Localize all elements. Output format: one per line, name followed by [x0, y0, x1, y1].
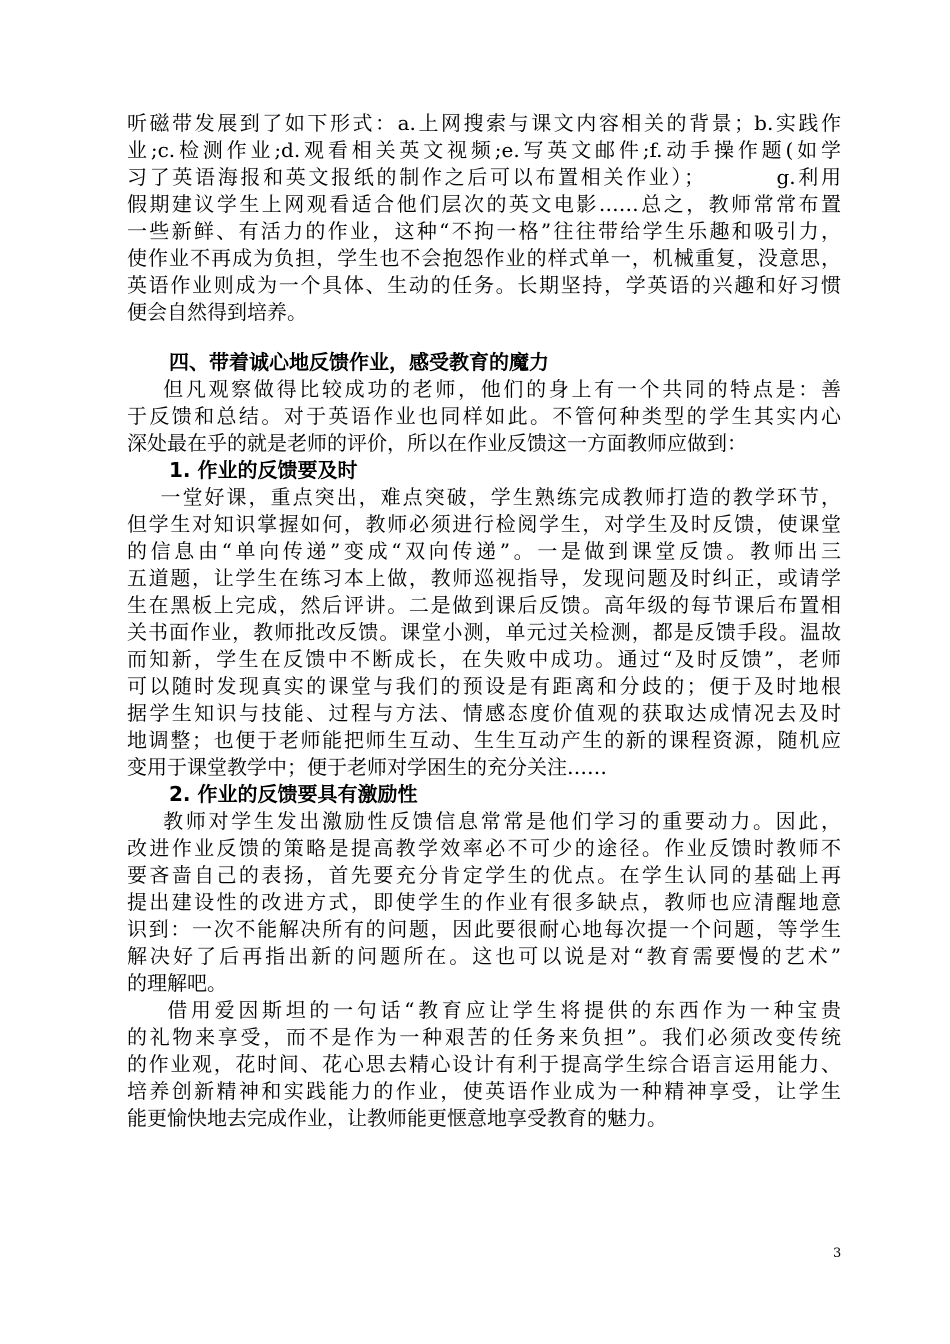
text-line: 于反馈和总结。对于英语作业也同样如此。不管何种类型的学生其实内心 — [127, 404, 841, 428]
text-line: 的信息由“单向传递”变成“双向传递”。一是做到课堂反馈。教师出三 — [127, 539, 841, 563]
text-line: 假期建议学生上网观看适合他们层次的英文电影……总之，教师常常布置 — [127, 192, 841, 216]
text-line: 一些新鲜、有活力的作业，这种“不拘一格”往往带给学生乐趣和吸引力， — [127, 219, 841, 243]
subsection-heading-motivating: 2. 作业的反馈要具有激励性 — [169, 782, 418, 806]
subsection-heading-timely: 1. 作业的反馈要及时 — [169, 458, 358, 482]
text-line: 据学生知识与技能、过程与方法、情感态度价值观的获取达成情况去及时 — [127, 701, 841, 725]
text-line: 解决好了后再指出新的问题所在。这也可以说是对“教育需要慢的艺术” — [127, 944, 841, 968]
text-line: 但凡观察做得比较成功的老师，他们的身上有一个共同的特点是：善 — [127, 377, 841, 401]
document-page — [127, 110, 841, 1132]
text-line: 五道题，让学生在练习本上做，教师巡视指导，发现问题及时纠正，或请学 — [127, 566, 841, 590]
text-line: 地调整；也便于老师能把师生互动、生生互动产生的新的课程资源，随机应 — [127, 728, 841, 752]
text-line: 改进作业反馈的策略是提高教学效率必不可少的途径。作业反馈时教师不 — [127, 836, 841, 860]
text-line: 要吝啬自己的表扬，首先要充分肯定学生的优点。在学生认同的基础上再 — [127, 863, 841, 887]
text-line: 而知新，学生在反馈中不断成长，在失败中成功。通过“及时反馈”，老师 — [127, 647, 841, 671]
text-line: 教师对学生发出激励性反馈信息常常是他们学习的重要动力。因此， — [127, 809, 841, 833]
text-line: 一堂好课，重点突出，难点突破，学生熟练完成教师打造的教学环节， — [127, 485, 841, 509]
text-line: 使作业不再成为负担，学生也不会抱怨作业的样式单一，机械重复，没意思， — [127, 246, 841, 270]
text-line: 可以随时发现真实的课堂与我们的预设是有距离和分歧的；便于及时地根 — [127, 674, 841, 698]
text-line: 能更愉快地去完成作业，让教师能更惬意地享受教育的魅力。 — [127, 1106, 667, 1130]
text-line: 生在黑板上完成，然后评讲。二是做到课后反馈。高年级的每节课后布置相 — [127, 593, 841, 617]
section-four — [127, 349, 841, 1132]
text-line: 深处最在乎的就是老师的评价，所以在作业反馈这一方面教师应做到： — [127, 431, 747, 455]
page-number: 3 — [833, 1246, 842, 1261]
text-line: 英语作业则成为一个具体、生动的任务。长期坚持，学英语的兴趣和好习惯 — [127, 273, 841, 297]
section-heading: 四、带着诚心地反馈作业，感受教育的魔力 — [169, 350, 549, 374]
text-line: 习了英语海报和英文报纸的制作之后可以布置相关作业）； g.利用 — [127, 165, 841, 189]
text-line: 业;c.检测作业;d.观看相关英文视频;e.写英文邮件;f.动手操作题(如学 — [127, 138, 841, 162]
text-line: 识到：一次不能解决所有的问题，因此要很耐心地每次提一个问题，等学生 — [127, 917, 841, 941]
text-line: 关书面作业，教师批改反馈。课堂小测，单元过关检测，都是反馈手段。温故 — [127, 620, 841, 644]
text-line: 但学生对知识掌握如何，教师必须进行检阅学生，对学生及时反馈，使课堂 — [127, 512, 841, 536]
text-line: 提出建设性的改进方式，即使学生的作业有很多缺点，教师也应清醒地意 — [127, 890, 841, 914]
text-line: 听磁带发展到了如下形式：a.上网搜索与课文内容相关的背景；b.实践作 — [127, 111, 841, 135]
text-line: 的礼物来享受，而不是作为一种艰苦的任务来负担”。我们必须改变传统 — [127, 1025, 841, 1049]
text-line: 便会自然得到培养。 — [127, 300, 307, 324]
paragraph-gap — [127, 326, 841, 349]
text-line: 变用于课堂教学中；便于老师对学困生的充分关注…… — [127, 755, 607, 779]
paragraph-assignment-forms — [127, 110, 841, 326]
text-line: 培养创新精神和实践能力的作业，使英语作业成为一种精神享受，让学生 — [127, 1079, 841, 1103]
text-line: 的理解吧。 — [127, 971, 227, 995]
text-line: 的作业观，花时间、花心思去精心设计有利于提高学生综合语言运用能力、 — [127, 1052, 841, 1076]
text-line: 借用爱因斯坦的一句话“教育应让学生将提供的东西作为一种宝贵 — [127, 998, 841, 1022]
